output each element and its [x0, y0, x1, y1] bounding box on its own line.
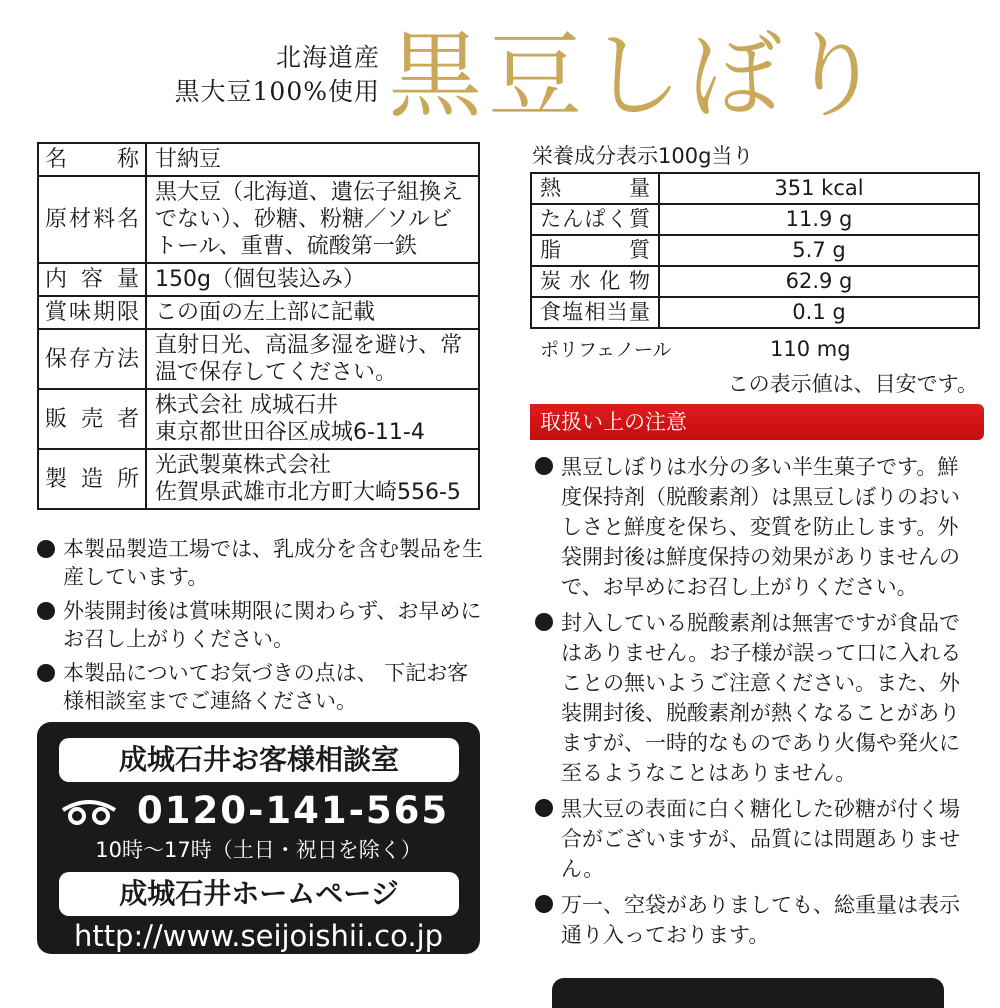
bottom-dark-bar — [552, 978, 944, 1008]
table-row — [38, 176, 479, 263]
note-text: 封入している脱酸素剤は無害ですが食品ではありません。お子様が誤って口に入れることの無いようご注意ください。また、外装開封後、脱酸素剤が熱くなることがありますが、一時的なものであり火傷や発火に至るようなことはありません。 — [561, 611, 962, 785]
phone-row — [55, 788, 475, 834]
row-value: 甘納豆 — [146, 143, 479, 176]
bullet-icon — [535, 613, 553, 631]
note-text: 本製品についてお気づきの点は、 下記お客様相談室までご連絡ください。 — [63, 661, 469, 713]
list-item — [535, 890, 975, 950]
table-row — [531, 297, 979, 328]
nutrition-table — [530, 172, 980, 329]
origin-label: 北海道産 — [275, 43, 380, 72]
list-item — [37, 535, 487, 591]
list-item — [535, 452, 975, 602]
nutrient-value: 351 kcal — [659, 173, 979, 204]
table-row — [38, 143, 479, 176]
row-key: 販売者 — [38, 389, 146, 449]
note-text: 本製品製造工場では、乳成分を含む製品を生産しています。 — [63, 537, 483, 589]
caution-header: 取扱い上の注意 — [530, 404, 984, 440]
header — [0, 0, 1000, 130]
table-row — [531, 204, 979, 235]
freedial-icon — [61, 796, 117, 826]
nutrient-key: 食塩相当量 — [531, 297, 659, 328]
polyphenol-label: ポリフェノール — [540, 339, 672, 361]
product-notes — [37, 535, 487, 721]
row-key: 保存方法 — [38, 329, 146, 389]
table-row — [531, 235, 979, 266]
contact-hours: 10時～17時（土日・祝日を除く） — [95, 838, 422, 862]
nutrient-key: たんぱく質 — [531, 204, 659, 235]
table-row — [38, 296, 479, 329]
list-item — [37, 597, 487, 653]
note-text: 外装開封後は賞味期限に関わらず、お早めにお召し上がりください。 — [63, 599, 482, 651]
homepage-url[interactable]: http://www.seijoishii.co.jp — [73, 919, 444, 953]
row-value: 光武製菓株式会社 佐賀県武雄市北方町大崎556-5 — [146, 449, 479, 509]
row-key: 内容量 — [38, 263, 146, 296]
list-item — [535, 794, 975, 884]
bullet-icon — [37, 664, 55, 682]
nutrient-key: 熱 量 — [531, 173, 659, 204]
table-row — [38, 263, 479, 296]
polyphenol-value: 110 mg — [770, 337, 851, 361]
row-value: 株式会社 成城石井 東京都世田谷区成城6-11-4 — [146, 389, 479, 449]
table-row — [38, 329, 479, 389]
bullet-icon — [37, 602, 55, 620]
homepage-label: 成城石井ホームページ — [59, 872, 459, 916]
nutrition-note: この表示値は、目安です。 — [727, 372, 978, 396]
table-row — [531, 266, 979, 297]
note-text: 黒大豆の表面に白く糖化した砂糖が付く場合がございますが、品質には問題ありません。 — [561, 797, 960, 881]
row-key: 製造所 — [38, 449, 146, 509]
table-row — [38, 389, 479, 449]
nutrient-key: 炭水化物 — [531, 266, 659, 297]
note-text: 黒豆しぼりは水分の多い半生菓子です。鮮度保持剤（脱酸素剤）は黒豆しぼりのおいしさと鮮度を保ち、変質を防止します。外袋開封後は鮮度保持の効果がありませんので、お早めにお召し上がりください。 — [561, 455, 960, 599]
brand-title: 黒豆しぼり — [388, 22, 889, 131]
customer-contact-box — [37, 722, 480, 954]
ingredient-claim: 黒大豆100%使用 — [174, 77, 380, 106]
list-item — [535, 608, 975, 788]
nutrient-value: 5.7 g — [659, 235, 979, 266]
bullet-icon — [535, 457, 553, 475]
row-value: 直射日光、高温多湿を避け、常温で保存してください。 — [146, 329, 479, 389]
nutrition-title: 栄養成分表示100g当り — [532, 144, 754, 168]
caution-notes — [535, 452, 975, 956]
contact-title: 成城石井お客様相談室 — [59, 738, 459, 782]
nutrient-value: 0.1 g — [659, 297, 979, 328]
nutrient-key: 脂 質 — [531, 235, 659, 266]
note-text: 万一、空袋がありましても、総重量は表示通り入っております。 — [561, 893, 960, 947]
table-row — [38, 449, 479, 509]
row-key: 名 称 — [38, 143, 146, 176]
row-value: 黒大豆（北海道、遺伝子組換えでない）、砂糖、粉糖／ソルビトール、重曹、硫酸第一鉄 — [146, 176, 479, 263]
nutrient-value: 11.9 g — [659, 204, 979, 235]
list-item — [37, 659, 487, 715]
table-row — [531, 173, 979, 204]
bullet-icon — [535, 895, 553, 913]
bullet-icon — [37, 540, 55, 558]
bullet-icon — [535, 799, 553, 817]
row-value: この面の左上部に記載 — [146, 296, 479, 329]
product-info-table — [37, 142, 480, 510]
row-key: 賞味期限 — [38, 296, 146, 329]
phone-number[interactable]: 0120-141-565 — [137, 789, 450, 832]
row-key: 原材料名 — [38, 176, 146, 263]
row-value: 150g（個包装込み） — [146, 263, 479, 296]
nutrient-value: 62.9 g — [659, 266, 979, 297]
